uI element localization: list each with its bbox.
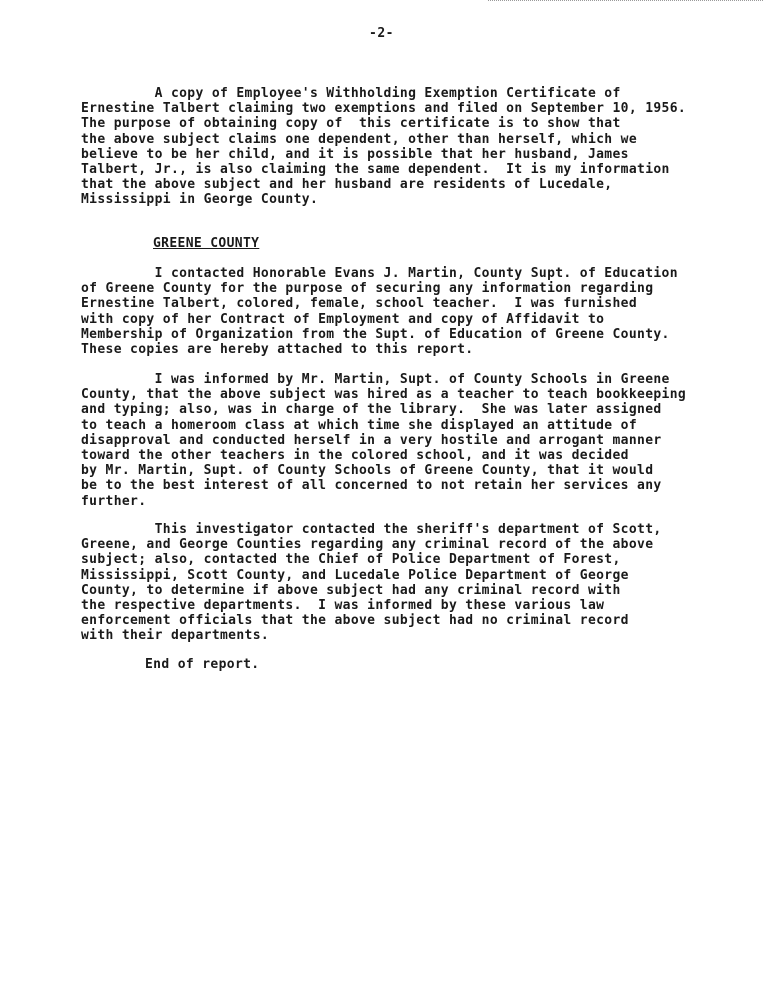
paragraph-employment-history: I was informed by Mr. Martin, Supt. of County Schools in Greene County, that the above subject was hired as a teacher to teach bookkeeping and typing; also, was in charge of the library. She was later assigned to teach a homeroom class at which time she displayed an attitude of disapproval and conducted herself in a very hostile and arrogant manner toward the other teachers in the colored school, and it was decided by Mr. Martin, Supt. of County Schools of Greene County, that it would be to the best interest of all concerned to not retain her services any further. bbox=[81, 372, 687, 509]
paragraph-evans-martin-contact: I contacted Honorable Evans J. Martin, County Supt. of Education of Greene County for the purpose of securing any information regarding Ernestine Talbert, colored, female, school teacher. I was furnished with copy of her Contract of Employment and copy of Affidavit to Membership of Organization from the Supt. of Education of Greene County. These copies are hereby attached to this report. bbox=[81, 266, 678, 358]
paragraph-criminal-record-check: This investigator contacted the sheriff's department of Scott, Greene, and George Counties regarding any criminal record of the above subject; also, contacted the Chief of Police Department of Forest, Mississippi, Scott County, and Lucedale Police Department of George County, to determine if above subject had any criminal record with the respective departments. I was informed by these various law enforcement officials that the above subject had no criminal record with their departments. bbox=[81, 522, 662, 644]
end-of-report: End of report. bbox=[145, 657, 260, 672]
page-number: -2- bbox=[369, 26, 394, 41]
section-heading-greene-county: GREENE COUNTY bbox=[153, 236, 260, 251]
top-edge-rule bbox=[488, 0, 763, 3]
paragraph-withholding-certificate: A copy of Employee's Withholding Exemption Certificate of Ernestine Talbert claiming two exemptions and filed on September 10, 1956. The purpose of obtaining copy of this certificate is to show that the above subject claims one dependent, other than herself, which we believe to be her child, and it is possible that her husband, James Talbert, Jr., is also claiming the same dependent. It is my information that the above subject and her husband are residents of Lucedale, Mississippi in George County. bbox=[81, 86, 687, 208]
